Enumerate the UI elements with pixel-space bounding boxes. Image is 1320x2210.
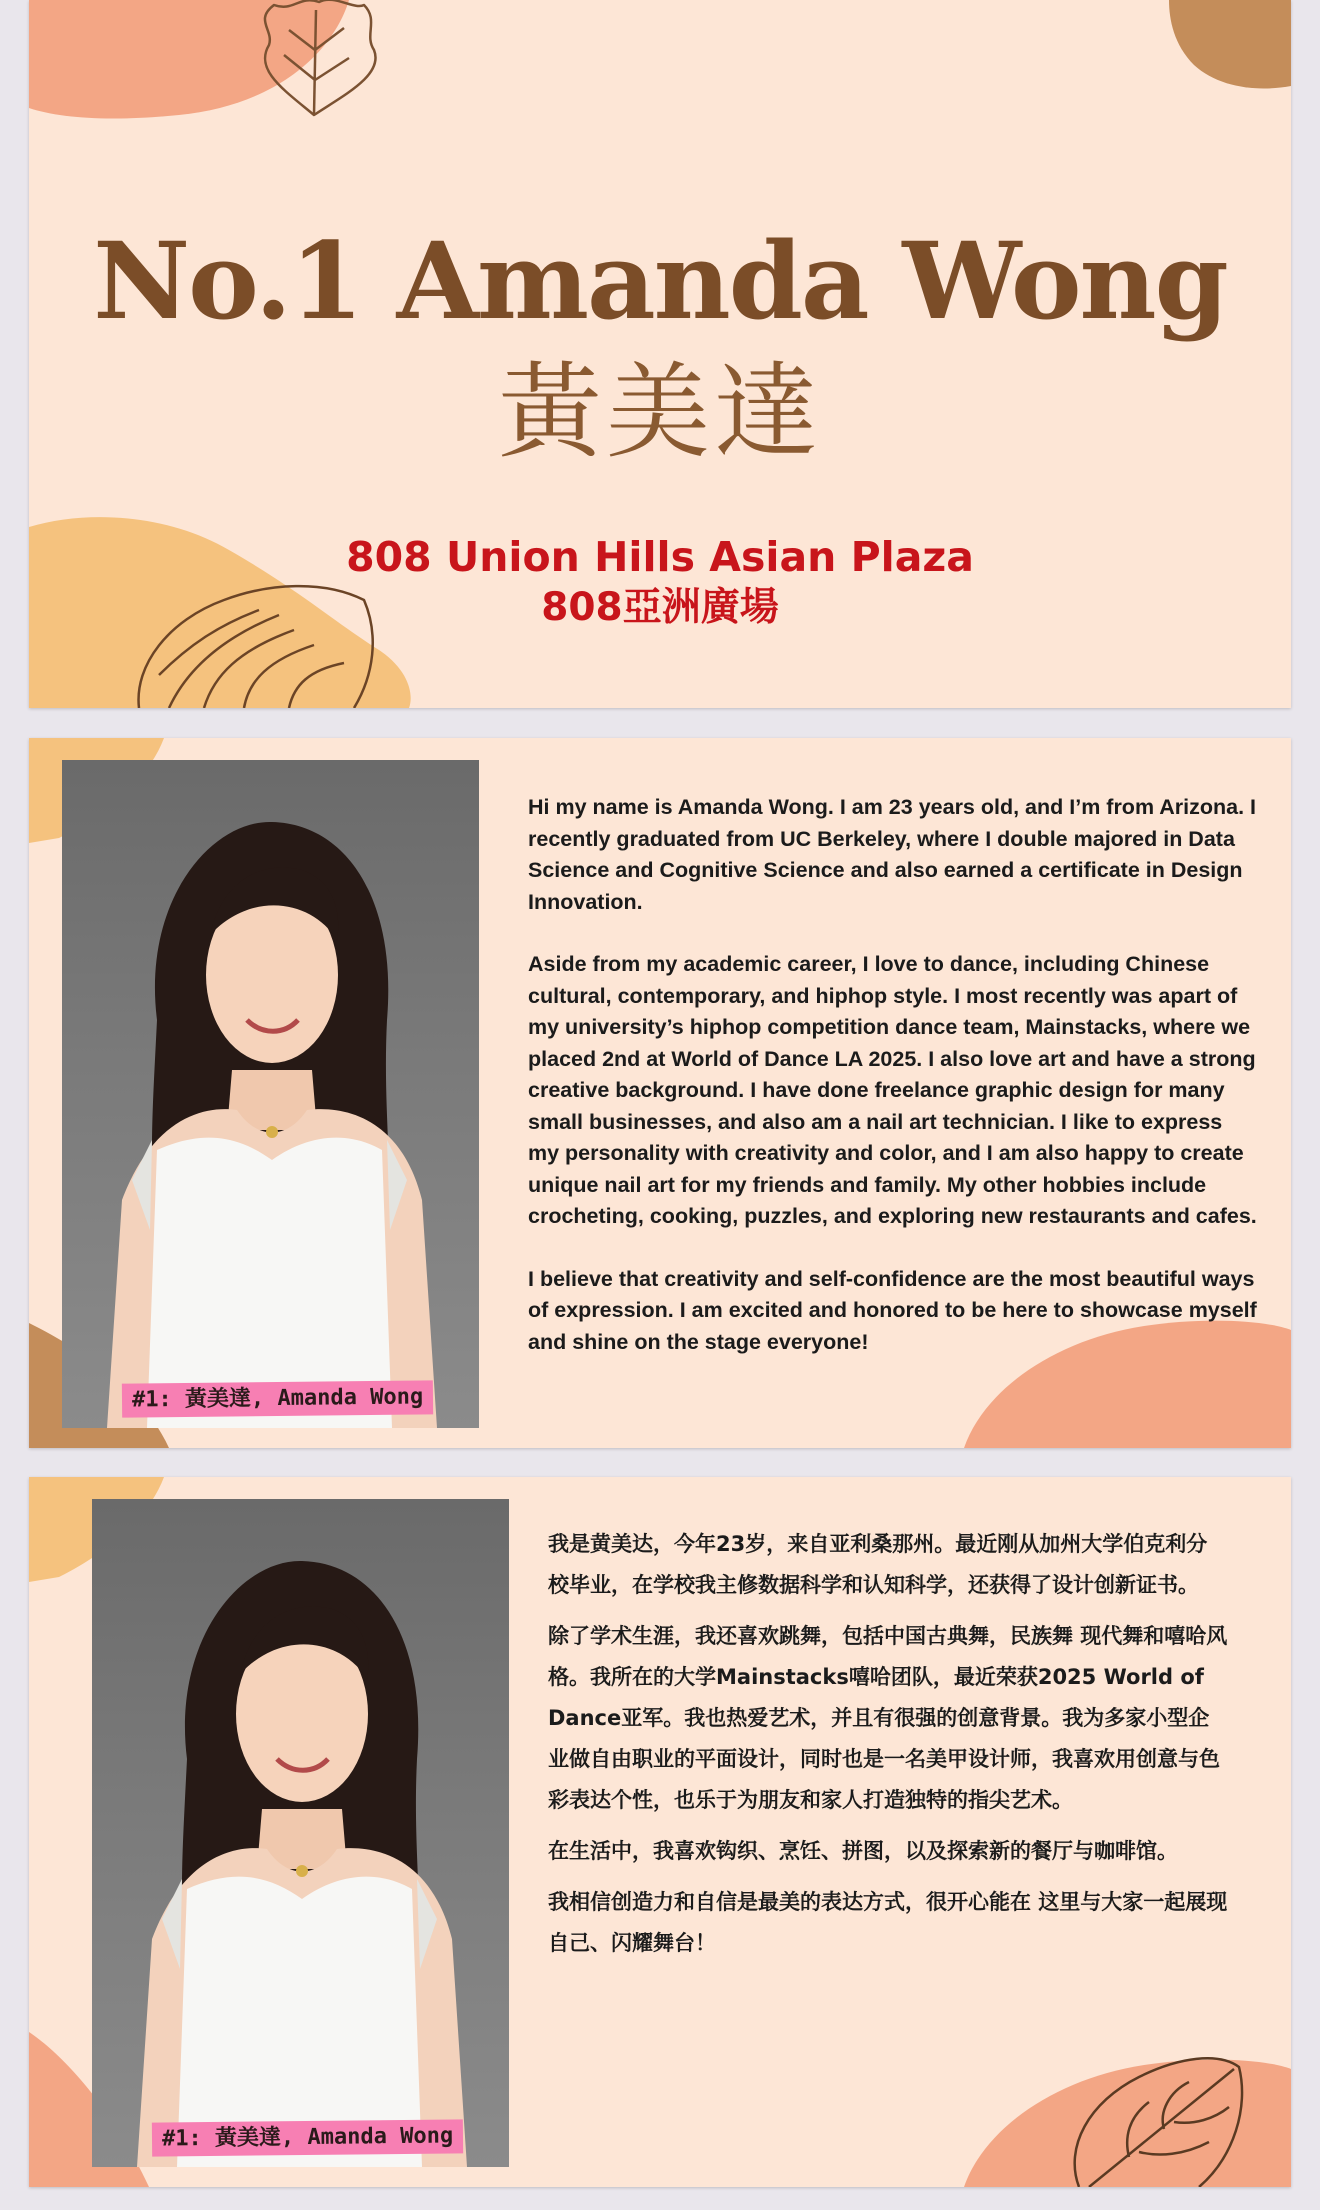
bio-paragraph: 在生活中，我喜欢钩织、烹饪、拼图，以及探索新的餐厅与咖啡馆。 xyxy=(548,1839,1178,1863)
bio-paragraph: I believe that creativity and self-confidence are the most beautiful ways of expression. I am excited and honored to be here to showcase myself and shine on the stage everyone! xyxy=(528,1266,1257,1354)
venue-name-en: 808 Union Hills Asian Plaza xyxy=(346,533,974,581)
bio-paragraph: 除了学术生涯，我还喜欢跳舞，包括中国古典舞，民族舞 现代舞和嘻哈风格。我所在的大学Mainstacks嘻哈团队，最近荣获2025 World of Dance亚军。我也热爱艺术，并且有很强的创意背景。我为多家小型企业做自由职业的平面设计，同时也是一名美甲设计师，我喜欢用创意与色彩表达个性，也乐于为朋友和家人打造独特的指尖艺术。 xyxy=(548,1624,1228,1812)
bio-paragraph: 我相信创造力和自信是最美的表达方式，很开心能在 这里与大家一起展现自己、闪耀舞台！ xyxy=(548,1890,1228,1955)
bio-paragraph: 我是黄美达，今年23岁，来自亚利桑那州。最近刚从加州大学伯克利分校毕业，在学校我主修数据科学和认知科学，还获得了设计创新证书。 xyxy=(548,1532,1208,1597)
contestant-photo xyxy=(92,1499,509,2167)
bio-paragraph: Hi my name is Amanda Wong. I am 23 years old, and I’m from Arizona. I recently graduated from UC Berkeley, where I double majored in Data Science and Cognitive Science and also earned a certificate in Design Innovation. xyxy=(528,795,1256,914)
contestant-photo xyxy=(62,760,479,1428)
leaf-outline-icon xyxy=(1059,2047,1259,2187)
contestant-caption-tag: #1: 黃美達, Amanda Wong xyxy=(152,2119,464,2156)
bio-zh-slide xyxy=(29,1477,1291,2187)
bio-text-zh xyxy=(548,1524,1228,1974)
contestant-caption-tag: #1: 黃美達, Amanda Wong xyxy=(122,1380,434,1417)
bio-en-slide xyxy=(29,738,1291,1448)
bio-text-en xyxy=(528,792,1258,1389)
decor-blob-top-right xyxy=(1169,0,1291,90)
venue-name-zh: 808亞洲廣場 xyxy=(541,585,779,630)
contestant-name-zh: 黃美達 xyxy=(497,351,822,473)
leaf-outline-icon xyxy=(214,0,414,120)
bio-paragraph: Aside from my academic career, I love to dance, including Chinese cultural, contemporary, and hiphop style. I most recently was apart of my university’s hiphop competition dance team, Mainstacks, where we placed 2nd at World of Dance LA 2025. I also love art and have a strong creative background. I have done freelance graphic design for many small businesses, and also am a nail art technician. I like to express my personality with creativity and color, and I am also happy to create unique nail art for my friends and family. My other hobbies include crocheting, cooking, puzzles, and exploring new restaurants and cafes. xyxy=(528,952,1257,1228)
title-slide xyxy=(29,0,1291,708)
contestant-name-en: No.1 Amanda Wong xyxy=(93,218,1227,343)
